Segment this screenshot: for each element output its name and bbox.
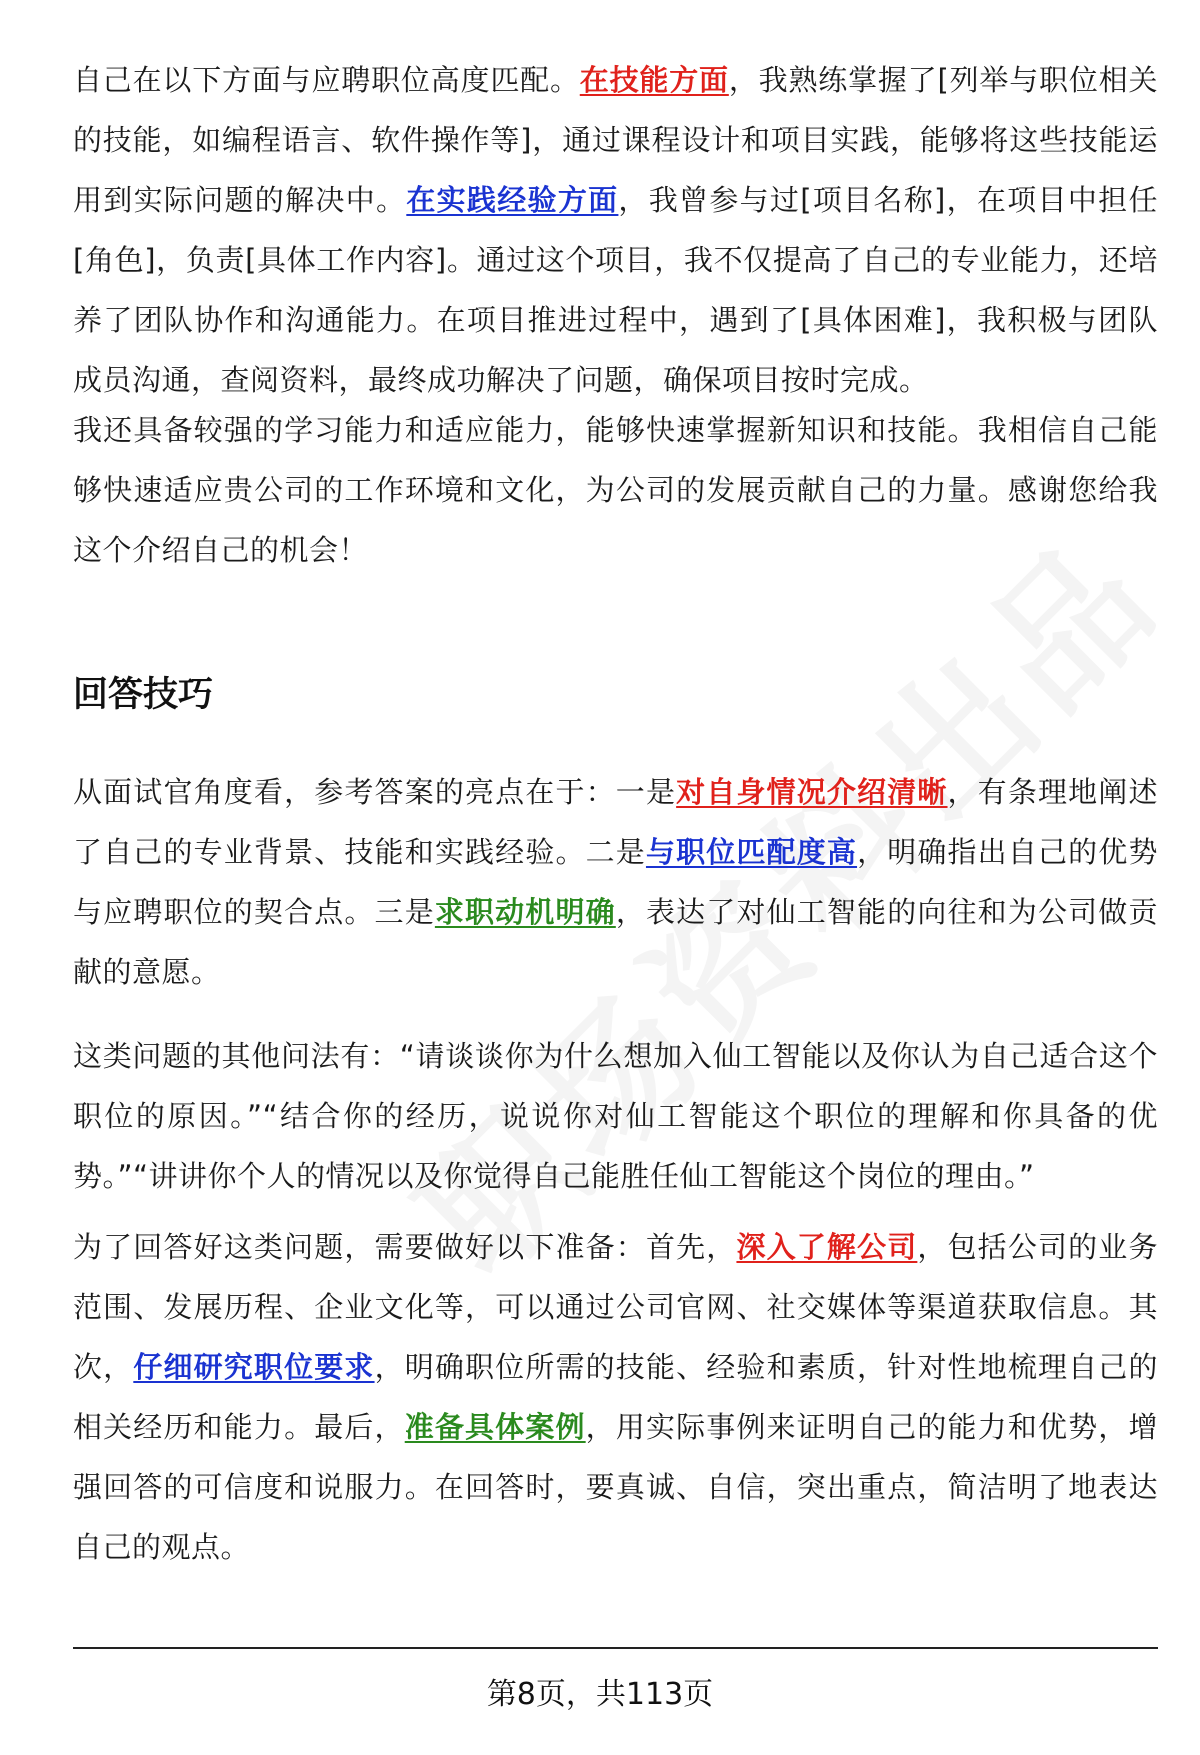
text-segment: 这类问题的其他问法有：“请谈谈你为什么想加入仙工智能以及你认为自己适合这个职位的原因。”“结合你的经历，说说你对仙工智能这个职位的理解和你具备的优势。”“讲讲你个人的情况以及你觉得自己能胜任仙工智能这个岗位的理由。” [73,1039,1158,1193]
footer-divider [73,1647,1158,1649]
paragraph-preparation [73,1217,1158,1577]
text-segment: ，明确职位所需的技能、经验和素质，针对性地梳理自己的相关经历和能力。最后， [73,1350,1158,1444]
paragraph-learning-ability [73,400,1158,580]
text-segment: ，包括公司的业务范围、发展历程、企业文化等，可以通过公司官网、社交媒体等渠道获取信息。其次， [73,1230,1158,1384]
highlight-blue: 与职位匹配度高 [645,835,858,869]
paragraph-alternative-questions [73,1026,1158,1206]
paragraph-skills-experience [73,50,1158,410]
text-segment: ，用实际事例来证明自己的能力和优势，增强回答的可信度和说服力。在回答时，要真诚、自信，突出重点，简洁明了地表达自己的观点。 [73,1410,1158,1564]
text-segment: 从面试官角度看，参考答案的亮点在于：一是 [73,775,677,809]
highlight-green: 准备具体案例 [404,1410,586,1444]
text-segment: 我还具备较强的学习能力和适应能力，能够快速掌握新知识和技能。我相信自己能够快速适应贵公司的工作环境和文化，为公司的发展贡献自己的力量。感谢您给我这个介绍自己的机会！ [73,413,1158,567]
paragraph-interviewer-view [73,762,1158,1002]
highlight-blue: 仔细研究职位要求 [133,1350,375,1384]
highlight-green: 求职动机明确 [434,895,616,929]
highlight-red: 深入了解公司 [736,1230,918,1264]
text-segment: ，明确指出自己的优势与应聘职位的契合点。三是 [73,835,1158,929]
text-segment: ，我曾参与过[项目名称]，在项目中担任[角色]，负责[具体工作内容]。通过这个项目，我不仅提高了自己的专业能力，还培养了团队协作和沟通能力。在项目推进过程中，遇到了[具体困难]，我积极与团队成员沟通，查阅资料，最终成功解决了问题，确保项目按时完成。 [73,183,1158,397]
text-segment: 为了回答好这类问题，需要做好以下准备：首先， [73,1230,737,1264]
text-segment: 自己在以下方面与应聘职位高度匹配。 [73,63,580,97]
text-segment: ，表达了对仙工智能的向往和为公司做贡献的意愿。 [73,895,1158,989]
highlight-red: 在技能方面 [579,63,729,97]
highlight-red: 对自身情况介绍清晰 [676,775,948,809]
text-segment: ，我熟练掌握了[列举与职位相关的技能，如编程语言、软件操作等]，通过课程设计和项目实践，能够将这些技能运用到实际问题的解决中。 [73,63,1158,217]
text-segment: ，有条理地阐述了自己的专业背景、技能和实践经验。二是 [73,775,1158,869]
section-heading: 回答技巧 [73,675,214,715]
page-number: 第8页，共113页 [486,1677,714,1712]
highlight-blue: 在实践经验方面 [406,183,619,217]
